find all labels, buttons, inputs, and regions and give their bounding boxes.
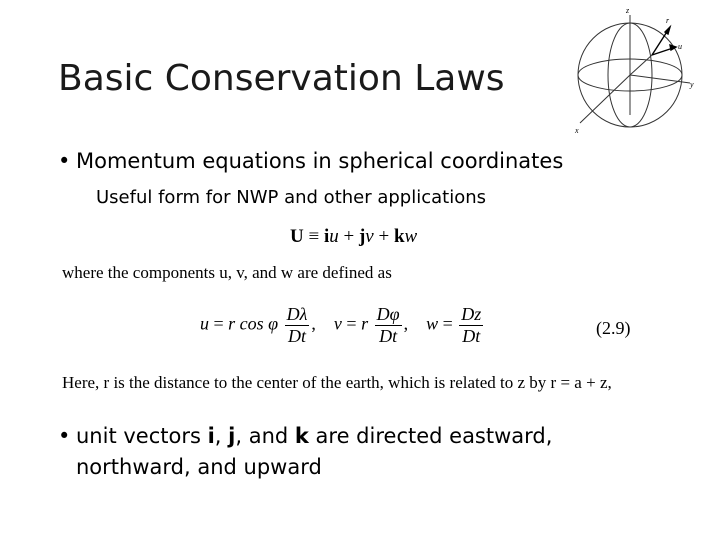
eq29-sep1: , [311, 313, 316, 334]
eq29-eq3: = [442, 313, 453, 334]
subtext: Useful form for NWP and other applications [96, 187, 487, 208]
bullet-momentum-text: Momentum equations in spherical coordinates [76, 149, 564, 173]
globe-label-z: z [626, 6, 630, 15]
eq29-frac-z [459, 304, 483, 347]
equation-number: (2.9) [596, 318, 631, 338]
bullet-unit-vectors-line2: northward, and upward [76, 455, 322, 479]
bullet2-d: are directed eastward, [308, 424, 553, 448]
r-arrow-head [665, 27, 670, 34]
bullet2-a: unit vectors [76, 424, 208, 448]
bullet2-i: i [207, 424, 215, 448]
eq-U-j: j [358, 226, 366, 247]
eq-U-plus1: + [343, 226, 355, 247]
eq29-dphi: Dφ [376, 304, 400, 324]
equation-U [290, 226, 417, 248]
bullet2-j: j [228, 424, 236, 448]
eq-U-rel: ≡ [308, 226, 320, 247]
spherical-coordinates-diagram [570, 5, 700, 135]
eq29-frac-phi [375, 304, 402, 347]
eq-U-v: v [365, 226, 374, 247]
equation-2-9 [200, 304, 485, 347]
eq29-r: r [361, 313, 369, 334]
eq-U-k: k [393, 226, 405, 247]
eq29-dz: Dz [461, 304, 482, 324]
bullet-dot-2: • [58, 424, 71, 448]
x-axis [580, 75, 630, 123]
eq29-dlam: Dλ [286, 304, 308, 324]
eq-U-u: u [329, 226, 339, 247]
eq29-eq2: = [346, 313, 357, 334]
eq29-w: w [426, 313, 439, 334]
eq-U-lhs: U [290, 226, 304, 247]
bullet2-c: , and [235, 424, 295, 448]
eq29-dt1: Dt [288, 326, 307, 346]
globe-label-r: r [666, 16, 670, 25]
bullet-unit-vectors [58, 424, 552, 448]
bullet-dot: • [58, 149, 71, 173]
bullet2-k: k [294, 424, 309, 448]
bullet2-b: , [214, 424, 229, 448]
eq29-eq1: = [213, 313, 224, 334]
radius-line [630, 55, 652, 75]
globe-label-x: x [575, 126, 579, 135]
page-title: Basic Conservation Laws [58, 58, 505, 99]
where-text: where the components u, v, and w are defined as [62, 263, 392, 282]
globe-label-y: y [690, 80, 694, 89]
eq29-v: v [333, 313, 342, 334]
eq29-sep2: , [403, 313, 409, 334]
eq-U-w: w [404, 226, 418, 247]
eq-U-i: i [323, 226, 330, 247]
eq29-u: u [200, 313, 209, 334]
here-text: Here, r is the distance to the center of the earth, which is related to z by r = a + z, [62, 373, 612, 392]
bullet-momentum [58, 149, 563, 173]
eq29-dt2: Dt [379, 326, 398, 346]
eq29-rcos: r cos φ [228, 313, 279, 334]
eq29-dt3: Dt [462, 326, 481, 346]
eq29-frac-lambda [285, 304, 310, 347]
eq-U-plus2: + [378, 226, 390, 247]
globe-label-u: u [678, 42, 682, 51]
